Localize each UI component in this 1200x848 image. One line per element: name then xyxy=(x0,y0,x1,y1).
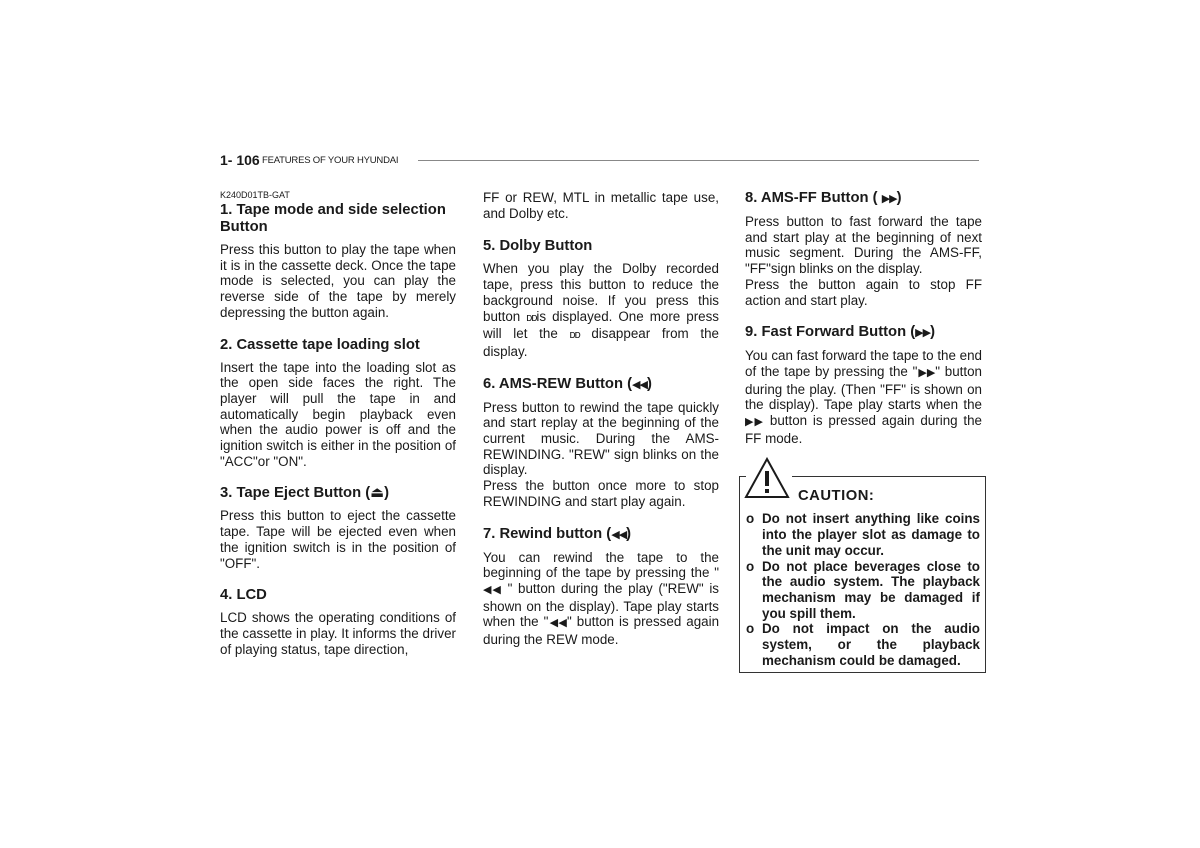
section-body-ams-rew: Press button to rewind the tape quickly and start replay at the beginning of the current music. During the AMS-REWINDING. "REW" sign blinks on the display. xyxy=(483,399,719,478)
section-body-lcd-continued: FF or REW, MTL in metallic tape use, and Dolby etc. xyxy=(483,190,719,221)
section-tape-mode xyxy=(220,202,456,321)
section-title: FEATURES OF YOUR HYUNDAI xyxy=(262,155,399,166)
section-body-rewind: You can rewind the tape to the beginning of the tape by pressing the " ◀◀ " button during the play ("REW" is shown on the display). Tape play starts when the "◀◀" button is pressed again during the REW mode. xyxy=(483,549,720,648)
caution-bullet: o xyxy=(746,621,755,637)
caution-bullet: o xyxy=(746,558,755,574)
caution-item: o Do not place beverages close to the audio system. The playback mechanism may be damaged if you spill them. xyxy=(746,558,980,621)
section-title-tape-mode: 1. Tape mode and side selection Button xyxy=(220,202,446,235)
column-3 xyxy=(745,190,982,673)
section-title-ams-ff: 8. AMS-FF Button ( ▶▶) xyxy=(745,190,902,206)
section-dolby xyxy=(483,238,719,359)
section-fast-forward xyxy=(745,324,982,446)
fast-forward-icon: ▶▶ xyxy=(917,366,936,379)
caution-item: o Do not impact on the audio system, or the playback mechanism could be damaged. xyxy=(746,621,980,668)
page-number: 1- 106 xyxy=(220,152,260,168)
dolby-icon: ᴅᴅ xyxy=(569,329,580,342)
caution-bullet: o xyxy=(746,511,755,527)
section-body-loading-slot: Insert the tape into the loading slot as the open side faces the right. The player will pull the tape in and automatically begin playback even when the audio power is off and the ignition switch is either in the position of "ACC"or "ON". xyxy=(220,359,456,469)
header-rule xyxy=(418,160,979,161)
rewind-icon: ◀◀ xyxy=(632,378,647,391)
document-code: K240D01TB-GAT xyxy=(220,190,290,200)
section-lcd xyxy=(220,587,456,657)
column-1 xyxy=(220,190,456,673)
section-title-lcd: 4. LCD xyxy=(220,587,267,604)
section-eject xyxy=(220,485,456,571)
section-body-dolby: When you play the Dolby recorded tape, press this button to reduce the background noise. If you press this button ᴅᴅis displayed. One more press will let the ᴅᴅ disappear from the display. xyxy=(483,261,719,359)
page-header xyxy=(220,152,980,170)
eject-icon: ⏏ xyxy=(370,485,385,502)
section-body-eject: Press this button to eject the cassette tape. Tape will be ejected even when the ignition switch is in the position of "OFF". xyxy=(220,508,456,571)
eject-title-close: ) xyxy=(384,485,390,502)
section-loading-slot xyxy=(220,337,456,470)
section-body-fast-forward: You can fast forward the tape to the end of the tape by pressing the "▶▶" button during the play. (Then "FF" is shown on the display). Tape play starts when the ▶▶ button is pressed again during the FF mode. xyxy=(745,348,983,446)
section-title-dolby: 5. Dolby Button xyxy=(483,238,593,255)
section-title-fast-forward: 9. Fast Forward Button (▶▶) xyxy=(745,324,936,341)
warning-triangle-icon xyxy=(744,457,790,499)
section-title-ams-rew: 6. AMS-REW Button (◀◀) xyxy=(483,375,652,392)
dolby-icon: ᴅᴅ xyxy=(526,311,537,324)
rewind-icon: ◀◀ xyxy=(611,528,627,541)
section-body-tape-mode: Press this button to play the tape when it is in the cassette deck. Once the tape mode is selected, you can play the reverse side of the tape by merely depressing the button again. xyxy=(220,242,456,320)
section-rewind xyxy=(483,526,719,648)
section-ams-rew xyxy=(483,376,719,510)
fast-forward-icon: ▶▶ xyxy=(881,193,897,205)
section-body-ams-rew-2: Press the button once more to stop REWINDING and start play again. xyxy=(483,478,719,509)
section-body-ams-ff-2: Press the button again to stop FF action and start play. xyxy=(745,276,982,308)
caution-box xyxy=(739,476,986,673)
fast-forward-icon: ▶▶ xyxy=(745,416,765,429)
section-title-rewind: 7. Rewind button (◀◀) xyxy=(483,525,632,542)
eject-title-text: 3. Tape Eject Button ( xyxy=(220,485,371,502)
rewind-icon: ◀◀ xyxy=(548,617,568,630)
caution-header xyxy=(746,485,980,511)
column-2 xyxy=(483,190,719,664)
section-lcd-continued xyxy=(483,190,719,221)
section-title-eject xyxy=(220,485,456,502)
rewind-icon: ◀◀ xyxy=(483,583,502,596)
fast-forward-icon: ▶▶ xyxy=(915,327,931,340)
section-title-loading-slot: 2. Cassette tape loading slot xyxy=(220,336,420,353)
caution-item: o Do not insert anything like coins into the player slot as damage to the unit may occur. xyxy=(746,511,980,558)
section-body-ams-ff: Press button to fast forward the tape and start play at the beginning of next music segment. During the AMS-FF, "FF"sign blinks on the display. xyxy=(745,214,982,277)
section-ams-ff xyxy=(745,190,982,308)
caution-title: CAUTION: xyxy=(798,488,875,505)
section-body-lcd: LCD shows the operating conditions of the cassette in play. It informs the driver of playing status, tape direction, xyxy=(220,610,456,657)
